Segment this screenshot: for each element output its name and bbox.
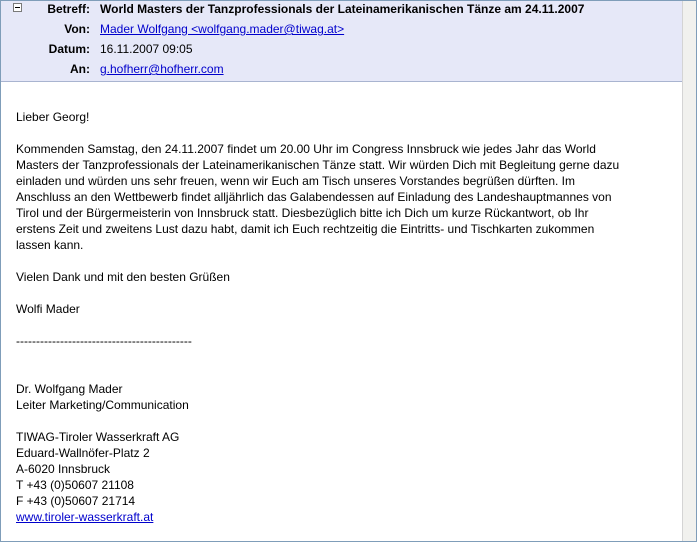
collapse-icon[interactable] (13, 3, 22, 12)
signature-company: TIWAG-Tiroler Wasserkraft AG (16, 430, 180, 444)
signature-street: Eduard-Wallnöfer-Platz 2 (16, 446, 150, 460)
subject-value: World Masters der Tanzprofessionals der Lateinamerikanischen Tänze am 24.11.2007 (100, 2, 585, 16)
signature-city: A-6020 Innsbruck (16, 462, 111, 476)
message-header (1, 1, 683, 82)
signature-fax: F +43 (0)50607 21714 (16, 494, 136, 508)
from-link[interactable]: Mader Wolfgang <wolfgang.mader@tiwag.at> (100, 22, 345, 36)
to-label: An: (70, 62, 90, 76)
signature-name: Dr. Wolfgang Mader (16, 382, 123, 396)
greeting: Lieber Georg! (16, 110, 90, 124)
signature-phone: T +43 (0)50607 21108 (16, 478, 134, 492)
date-label: Datum: (48, 42, 90, 56)
signature-title: Leiter Marketing/Communication (16, 398, 189, 412)
subject-row (1, 0, 683, 19)
vertical-scrollbar[interactable] (682, 1, 696, 541)
message-body (16, 109, 676, 525)
date-value: 16.11.2007 09:05 (100, 42, 193, 56)
to-link[interactable]: g.hofherr@hofherr.com (100, 62, 224, 76)
sender-name: Wolfi Mader (16, 302, 80, 316)
subject-label: Betreff: (47, 2, 90, 16)
closing: Vielen Dank und mit den besten Grüßen (16, 270, 230, 284)
from-row (1, 19, 683, 39)
signature-separator: -------------------------------------------- (16, 334, 192, 348)
body-paragraph: Kommenden Samstag, den 24.11.2007 findet um 20.00 Uhr im Congress Innsbruck wie jedes Jahr das World Masters der Tanzprofessionals der Lateinamerikanischen Tänze statt. Wir würden Dich mit Begleitung gerne dazu einladen und würden uns sehr freuen, wenn wir Euch am Tisch unseres Vorstandes begrüßen dürften. Im Anschluss an den Wettbewerb findet alljährlich das Galabendessen auf Einladung des Landeshauptmannes von Tirol und der Bürgermeisterin von Innsbruck statt. Diesbezüglich bitte ich Dich um kurze Rückantwort, ob Ihr erstens Zeit und zweitens Lust dazu habt, damit ich Euch rechtzeitig die Eintritts- und Tischkarten zukommen lassen kann. (16, 142, 620, 252)
date-row (1, 39, 683, 59)
from-label: Von: (64, 22, 90, 36)
website-link[interactable]: www.tiroler-wasserkraft.at (16, 510, 154, 524)
to-row (1, 59, 683, 79)
